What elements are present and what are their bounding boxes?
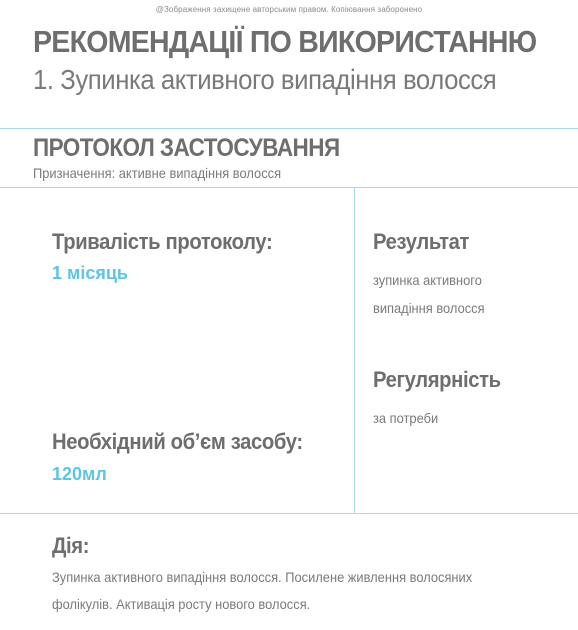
result-value: зупинка активного випадіння волосся xyxy=(373,272,485,316)
protocol-purpose: Призначення: активне випадіння волосся xyxy=(33,165,282,181)
page-title: РЕКОМЕНДАЦІЇ ПО ВИКОРИСТАННЮ xyxy=(33,24,537,59)
page-subtitle: 1. Зупинка активного випадіння волосся xyxy=(33,64,497,95)
divider-top xyxy=(0,128,578,129)
action-label: Дія: xyxy=(52,533,90,558)
regularity-value: за потреби xyxy=(373,410,439,426)
regularity-label: Регулярність xyxy=(373,367,501,392)
action-description: Зупинка активного випадіння волосся. Посилене живлення волосяних фолікулів. Активація росту нового волосся. xyxy=(52,569,473,612)
volume-label: Необхідний об’єм засобу: xyxy=(52,429,303,454)
duration-label: Тривалість протоколу: xyxy=(52,229,273,254)
duration-value: 1 місяць xyxy=(52,263,128,283)
copyright-watermark: @Зображення захищене авторським правом. Копіювання заборонено xyxy=(155,5,423,14)
protocol-title: ПРОТОКОЛ ЗАСТОСУВАННЯ xyxy=(33,134,340,162)
divider-bottom xyxy=(0,513,578,514)
result-label: Результат xyxy=(373,229,470,254)
divider-protocol xyxy=(0,187,578,188)
divider-vertical xyxy=(354,187,355,513)
volume-value: 120мл xyxy=(52,464,107,484)
